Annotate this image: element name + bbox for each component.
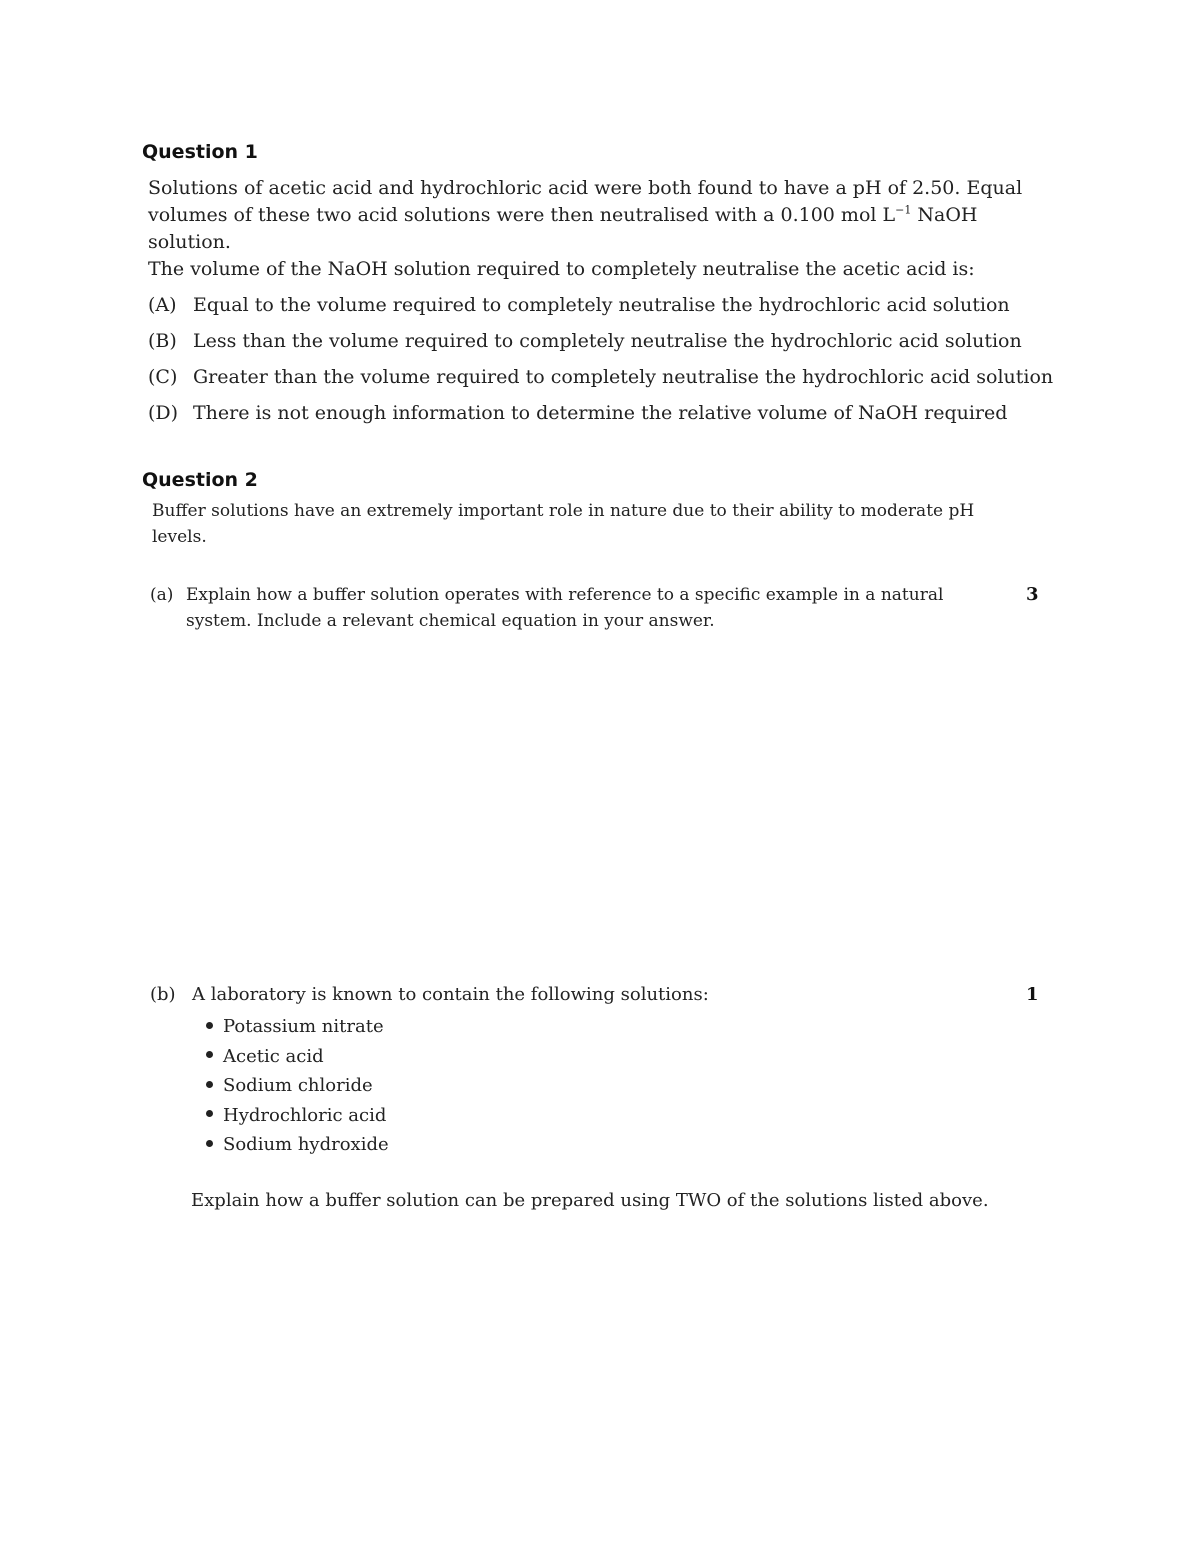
list-item — [206, 1101, 389, 1131]
bullet-icon — [206, 1081, 213, 1088]
bullet-icon — [206, 1110, 213, 1117]
question-2-part-b — [150, 981, 1000, 1008]
option-text: There is not enough information to determine the relative volume of NaOH required — [193, 402, 1008, 424]
question-1-stem — [148, 175, 1048, 256]
option-label: (A) — [148, 294, 177, 316]
part-b-marks: 1 — [1026, 984, 1039, 1005]
bullet-icon — [206, 1022, 213, 1029]
list-item-text: Potassium nitrate — [223, 1016, 384, 1037]
question-2-heading: Question 2 — [142, 469, 258, 491]
option-label: (B) — [148, 330, 177, 352]
option-c — [148, 364, 1053, 391]
option-d — [148, 400, 1007, 427]
option-label: (C) — [148, 366, 178, 388]
list-item-text: Acetic acid — [223, 1045, 324, 1067]
option-b — [148, 328, 1022, 355]
option-text: Equal to the volume required to completely neutralise the hydrochloric acid solution — [193, 294, 1010, 316]
list-item — [206, 1042, 389, 1072]
option-text: Less than the volume required to completely neutralise the hydrochloric acid solution — [193, 330, 1022, 352]
part-b-text: A laboratory is known to contain the following solutions: — [192, 984, 709, 1005]
list-item-text: Hydrochloric acid — [223, 1104, 387, 1126]
part-a-label: (a) — [150, 585, 174, 605]
bullet-icon — [206, 1051, 213, 1058]
question-1-stem-superscript: −1 — [895, 203, 912, 217]
part-b-label: (b) — [150, 984, 176, 1005]
list-item-text: Sodium hydroxide — [223, 1134, 389, 1155]
question-2-intro: Buffer solutions have an extremely important role in nature due to their ability to moderate pH levels. — [152, 501, 975, 547]
part-a-marks: 3 — [1026, 584, 1039, 605]
question-2-part-a — [150, 582, 1000, 634]
part-b-instruction: Explain how a buffer solution can be prepared using TWO of the solutions listed above. — [191, 1190, 989, 1211]
bullet-icon — [206, 1140, 213, 1147]
option-label: (D) — [148, 402, 179, 424]
option-a — [148, 292, 1010, 319]
list-item — [206, 1071, 389, 1101]
list-item — [206, 1130, 389, 1160]
solutions-list — [206, 1012, 389, 1160]
question-1-heading: Question 1 — [142, 141, 258, 163]
question-1-stem-end: NaOH solution. — [148, 204, 978, 253]
option-text: Greater than the volume required to completely neutralise the hydrochloric acid solution — [193, 366, 1054, 388]
list-item — [206, 1012, 389, 1042]
part-a-text: Explain how a buffer solution operates with reference to a specific example in a natural system. Include a relevant chemical equation in your answer. — [186, 585, 944, 631]
question-1-prompt: The volume of the NaOH solution required to completely neutralise the acetic acid is: — [148, 258, 975, 280]
question-1-stem-text: Solutions of acetic acid and hydrochloric acid were both found to have a pH of 2.50. Equal volumes of these two acid solutions were then neutralised with a 0.100 mol L — [148, 177, 1023, 226]
list-item-text: Sodium chloride — [223, 1075, 373, 1096]
